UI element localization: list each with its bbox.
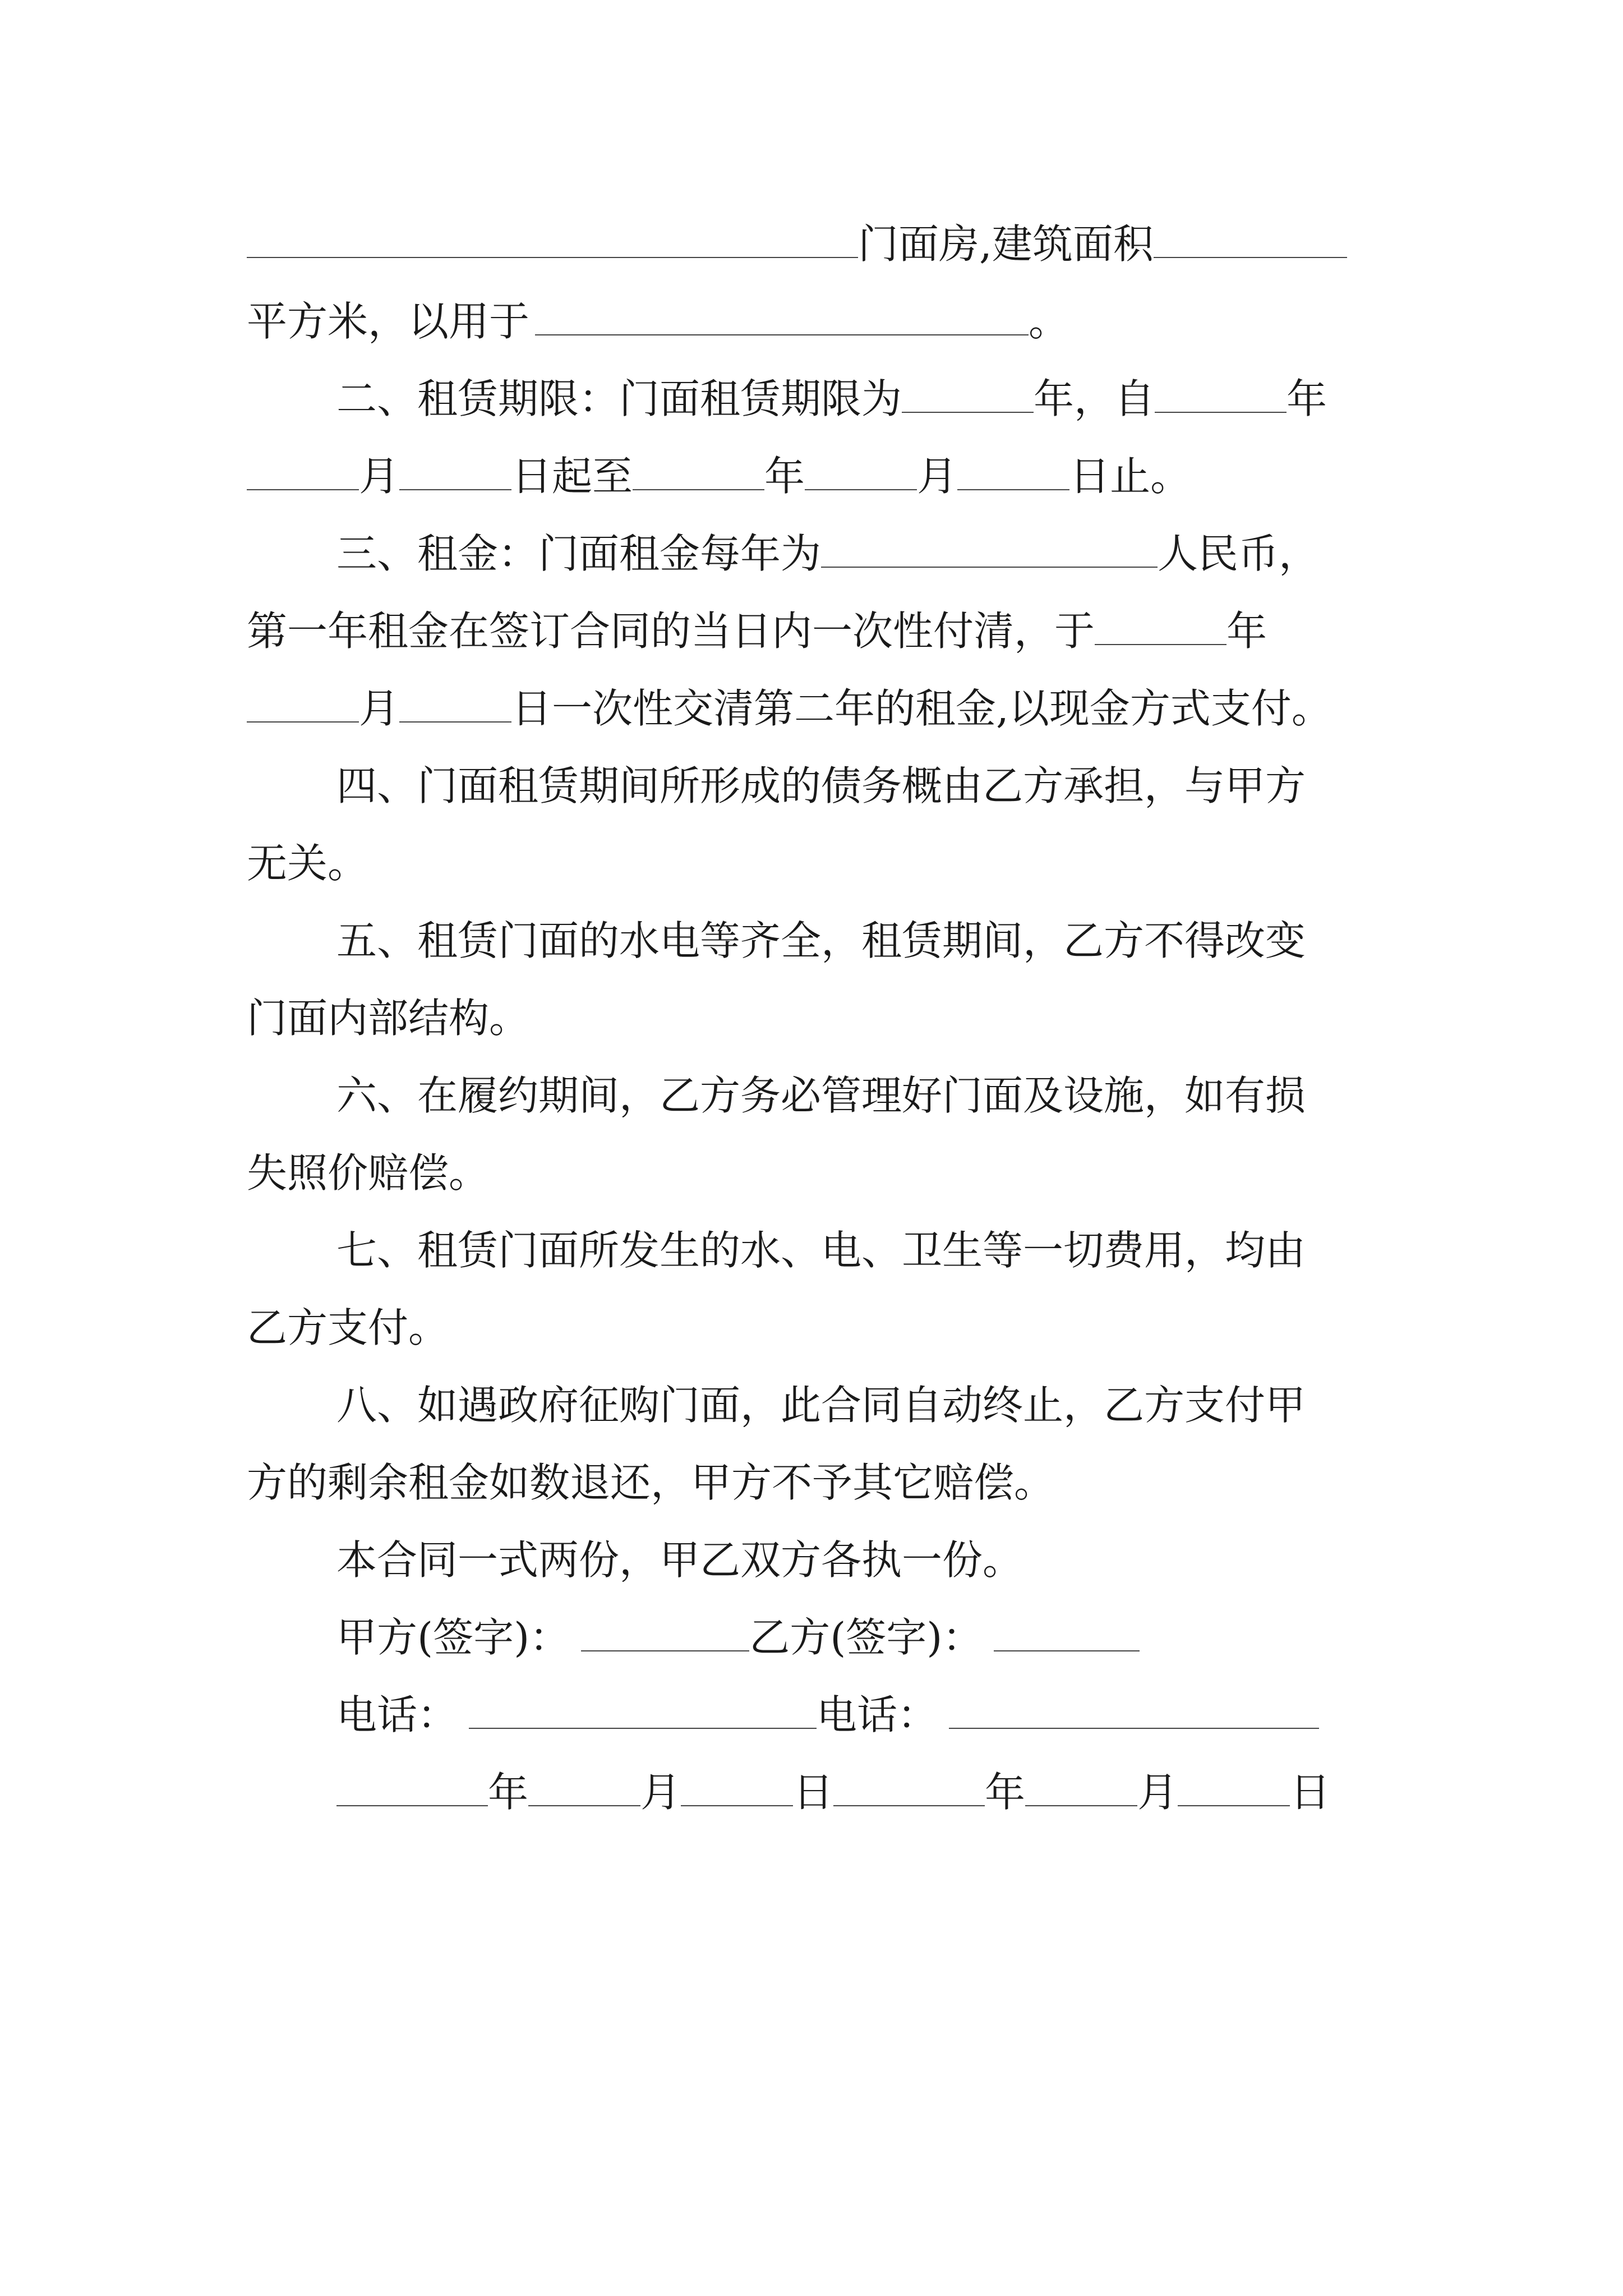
line-rent-payment [247,600,1391,662]
blank-end-day[interactable] [957,445,1069,490]
clause-7-line-2: 乙方支付。 [247,1304,449,1351]
line-phones [247,1684,1391,1746]
party-a-date-year[interactable] [336,1761,488,1806]
premises-label: 门面房,建筑面积 [858,220,1154,268]
month-label: 月 [359,453,400,500]
blank-usage[interactable] [535,291,1029,335]
clause-6-line-1: 六、在履约期间，乙方务必管理好门面及设施，如有损 [336,1072,1306,1119]
line-second-payment [247,678,1391,739]
second-payment-clause: 日一次性交清第二年的租金,以现金方式支付。 [511,685,1332,732]
party-b-date-month[interactable] [1025,1761,1137,1806]
blank-address[interactable] [247,213,858,258]
party-a-phone-field[interactable] [469,1684,817,1729]
blank-payment-month[interactable] [247,678,359,723]
party-b-phone-label: 电话： [817,1691,938,1738]
day-label: 日 [793,1769,834,1816]
day-label: 日 [1290,1769,1331,1816]
rent-label: 三、租金：门面租金每年为 [336,530,822,577]
party-a-signature-field[interactable] [581,1607,749,1651]
clause-6-line-2: 失照价赔偿。 [247,1149,490,1197]
blank-payment-year[interactable] [1095,600,1227,645]
party-b-date-day[interactable] [1178,1761,1290,1806]
line-sign-dates [247,1761,1391,1823]
party-a-sign-label: 甲方(签字)： [336,1614,570,1661]
month-label: 月 [917,453,958,500]
year-label: 年 [764,453,805,500]
party-a-date-month[interactable] [528,1761,640,1806]
blank-area[interactable] [1154,213,1347,258]
payment-clause: 第一年租金在签订合同的当日内一次性付清，于 [247,608,1095,655]
clause-8-line-1: 八、如遇政府征购门面，此合同自动终止，乙方支付甲 [336,1382,1306,1429]
line-premises [247,213,1391,275]
blank-start-month[interactable] [247,445,359,490]
party-a-date-day[interactable] [681,1761,793,1806]
blank-start-day[interactable] [399,445,511,490]
party-b-date-year[interactable] [833,1761,985,1806]
party-a-phone-label: 电话： [336,1691,458,1738]
month-label: 月 [1137,1769,1178,1816]
usage-period: 。 [1029,298,1069,345]
day-until-label: 日起至 [511,453,633,500]
area-unit-label: 平方米，以用于 [247,298,530,345]
clause-5-line-2: 门面内部结构。 [247,995,530,1042]
blank-term-years[interactable] [902,368,1034,413]
year-label: 年 [1287,375,1327,422]
year-label: 年 [1227,608,1267,655]
line-rent [247,523,1391,585]
blank-payment-day[interactable] [399,678,511,723]
party-b-phone-field[interactable] [949,1684,1319,1729]
copies-statement: 本合同一式两份，甲乙双方各执一份。 [336,1536,1023,1584]
clause-5-line-1: 五、租赁门面的水电等齐全，租赁期间，乙方不得改变 [336,917,1306,964]
line-signatures [247,1607,1391,1668]
blank-start-year[interactable] [1155,368,1287,413]
blank-end-month[interactable] [805,445,917,490]
lease-term-label: 二、租赁期限：门面租赁期限为 [336,375,902,422]
line-lease-term [247,368,1391,430]
line-usage [247,291,1391,352]
from-label: 年，自 [1034,375,1155,422]
month-label: 月 [640,1769,681,1816]
month-label: 月 [359,685,400,732]
clause-7-line-1: 七、租赁门面所发生的水、电、卫生等一切费用，均由 [336,1227,1306,1274]
clause-4-line-2: 无关。 [247,840,368,887]
blank-end-year[interactable] [633,445,764,490]
clause-4-line-1: 四、门面租赁期间所形成的债务概由乙方承担，与甲方 [336,762,1306,809]
year-label: 年 [488,1769,529,1816]
currency-label: 人民币， [1158,530,1320,577]
year-label: 年 [985,1769,1026,1816]
line-lease-dates [247,445,1391,507]
party-b-signature-field[interactable] [994,1607,1140,1651]
blank-rent-amount[interactable] [821,523,1158,568]
clause-8-line-2: 方的剩余租金如数退还，甲方不予其它赔偿。 [247,1459,1055,1506]
day-end-label: 日止。 [1069,453,1191,500]
party-b-sign-label: 乙方(签字)： [749,1614,983,1661]
